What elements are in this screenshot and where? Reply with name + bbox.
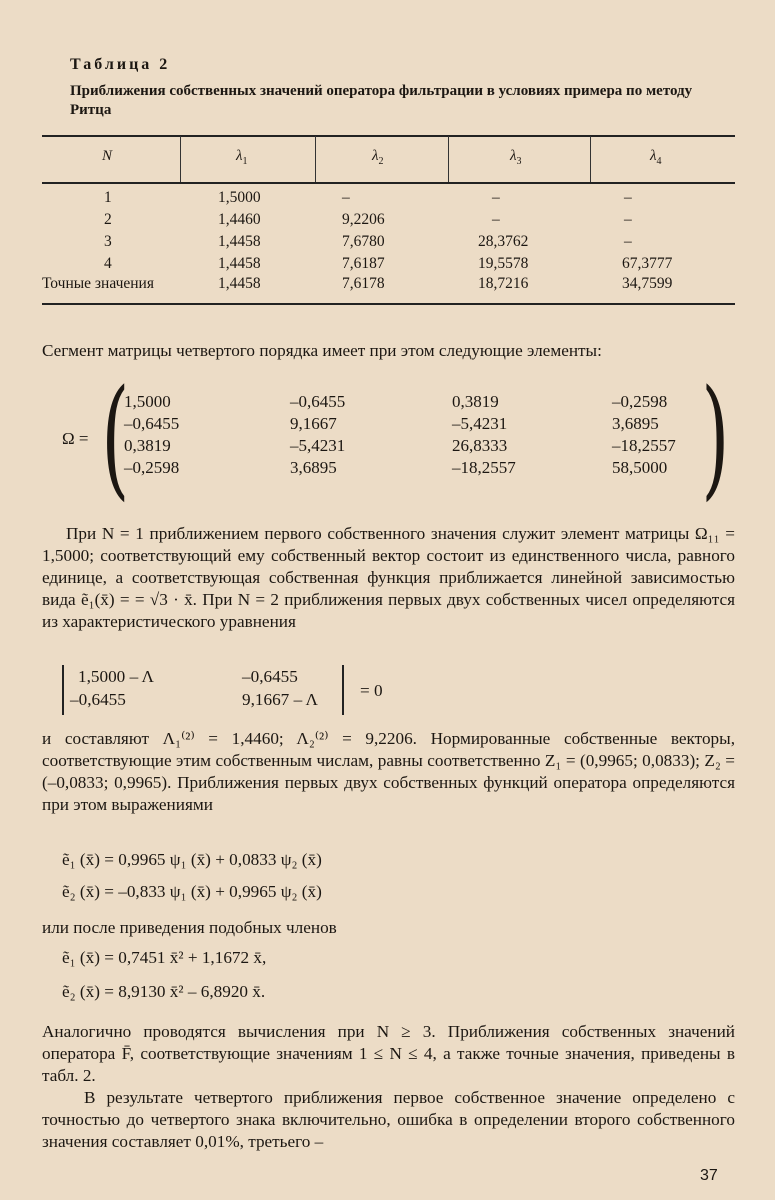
table-cell: 1,4458 [218, 275, 261, 292]
table-cell: 1,5000 [218, 189, 261, 206]
det-right-bar [342, 665, 344, 715]
matrix-cell: –0,6455 [290, 392, 346, 411]
table-cell: 18,7216 [478, 275, 529, 292]
matrix-cell: –0,2598 [124, 458, 180, 477]
matrix-cell: 3,6895 [612, 414, 659, 433]
table-cell: 1 [104, 189, 112, 206]
table-cell: 7,6178 [342, 275, 385, 292]
equation-4: ẽ₂ (x̄) = 8,9130 x̄² – 6,8920 x̄. [62, 982, 266, 1001]
det-left-bar [62, 665, 64, 715]
table-title: Приближения собственных значений оператора фильтрации в условиях примера по методу Ритца [70, 83, 693, 118]
table-cell: Точные значения [42, 275, 154, 292]
table-caption: Таблица 2 [70, 56, 171, 73]
det-a21: –0,6455 [70, 690, 126, 709]
matrix-cell: 3,6895 [290, 458, 337, 477]
matrix-cell: –5,4231 [290, 436, 346, 455]
table-cell: 28,3762 [478, 233, 529, 250]
matrix-cell: 9,1667 [290, 414, 337, 433]
table-cell: – [624, 211, 632, 228]
header-lambda-2: $\lambda_2$ [372, 148, 384, 167]
matrix-cell: 0,3819 [124, 436, 171, 455]
equation-3: ẽ₁ (x̄) = 0,7451 x̄² + 1,1672 x̄, [62, 948, 267, 967]
table-col-sep [315, 136, 316, 182]
table-cell: 19,5578 [478, 255, 529, 272]
matrix-cell: –18,2557 [452, 458, 516, 477]
equation-2: ẽ₂ (x̄) = –0,833 ψ₁ (x̄) + 0,9965 ψ₂ (x̄) [62, 882, 322, 901]
matrix-cell: 1,5000 [124, 392, 171, 411]
header-lambda-4: $\lambda_4$ [650, 148, 662, 167]
matrix-cell: –0,6455 [124, 414, 180, 433]
table-cell: 4 [104, 255, 112, 272]
table-cell: – [492, 211, 500, 228]
table-col-sep [590, 136, 591, 182]
table-cell: 67,3777 [622, 255, 673, 272]
table-header-rule [42, 182, 735, 184]
matrix-cell: –0,2598 [612, 392, 668, 411]
matrix-cell: 26,8333 [452, 436, 508, 455]
table-top-rule [42, 135, 735, 137]
det-a22: 9,1667 – Λ [242, 690, 318, 709]
table-cell: 7,6780 [342, 233, 385, 250]
segment-intro: Сегмент матрицы четвертого порядка имеет при этом следующие элементы: [42, 341, 602, 360]
det-a11: 1,5000 – Λ [78, 667, 154, 686]
table-cell: 1,4458 [218, 233, 261, 250]
table-cell: 2 [104, 211, 112, 228]
paragraph-4: В результате четвертого приближения первое собственное значение определено с точностью до четвертого знака включительно, ошибка в определении второго собственного значения составляет 0,01%, третьего – [42, 1088, 735, 1151]
matrix-cell: 0,3819 [452, 392, 499, 411]
matrix-left-paren: ( [101, 361, 130, 513]
det-rhs: = 0 [360, 681, 383, 700]
paragraph-1: При N = 1 приближением первого собственного значения служит элемент матрицы Ω₁₁ = 1,5000; соответствующий ему собственный вектор состоит из единственного числа, равного единице, а соответствующая собственная функция приближается линейной зависимостью вида ẽ₁(x̄) = = √3 · x̄. При N = 2 приближения первых двух собственных чисел определяются из характеристического уравнения [42, 524, 735, 631]
paragraph-2: и составляют Λ₁⁽²⁾ = 1,4460; Λ₂⁽²⁾ = 9,2206. Нормированные собственные векторы, соответствующие этим собственным числам, равны соответственно Z₁ = (0,9965; 0,0833); Z₂ = (–0,0833; 0,9965). Приближения первых двух собственных функций оператора определяются при этом выражениями [42, 729, 735, 814]
header-lambda-3: $\lambda_3$ [510, 148, 522, 167]
table-cell: – [492, 189, 500, 206]
header-lambda-1: $\lambda_1$ [236, 148, 248, 167]
det-a12: –0,6455 [242, 667, 298, 686]
table-col-sep [180, 136, 181, 182]
table-cell: – [624, 233, 632, 250]
matrix-cell: 58,5000 [612, 458, 668, 477]
after-equations-text: или после приведения подобных членов [42, 918, 337, 937]
matrix-right-paren: ) [701, 361, 730, 513]
table-cell: 7,6187 [342, 255, 385, 272]
table-cell: 1,4460 [218, 211, 261, 228]
table-bottom-rule [42, 303, 735, 305]
table-cell: 9,2206 [342, 211, 385, 228]
table-cell: – [624, 189, 632, 206]
table-cell: 34,7599 [622, 275, 673, 292]
matrix-cell: –5,4231 [452, 414, 508, 433]
paragraph-3: Аналогично проводятся вычисления при N ≥ 3. Приближения собственных значений оператора F̄, соответствующие значениям 1 ≤ N ≤ 4, а также точные значения, приведены в табл. 2. [42, 1022, 735, 1085]
page-number: 37 [700, 1167, 718, 1184]
equation-1: ẽ₁ (x̄) = 0,9965 ψ₁ (x̄) + 0,0833 ψ₂ (x̄) [62, 850, 322, 869]
header-n: N [102, 148, 113, 164]
table-col-sep [448, 136, 449, 182]
matrix-cell: –18,2557 [612, 436, 676, 455]
table-cell: 1,4458 [218, 255, 261, 272]
table-cell: 3 [104, 233, 112, 250]
table-cell: – [342, 189, 350, 206]
omega-label: Ω = [62, 429, 89, 448]
